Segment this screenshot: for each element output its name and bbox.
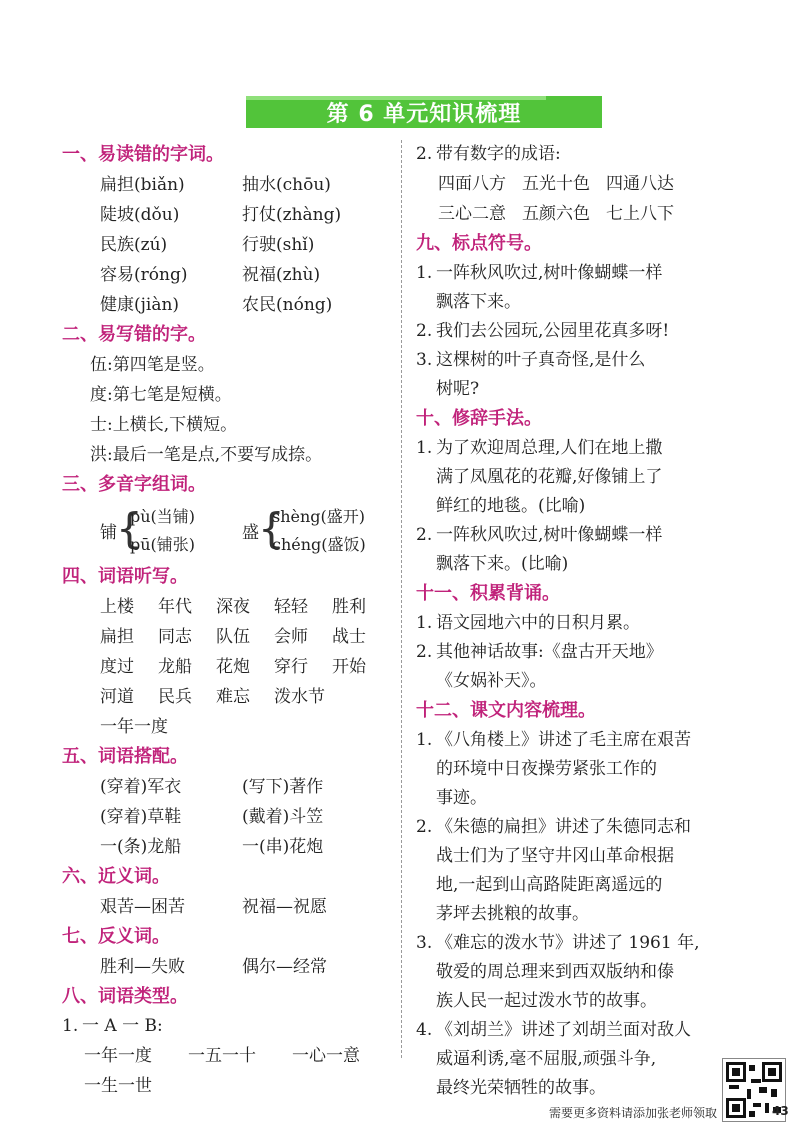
list-item-continued: 满了凤凰花的花瓣,好像铺上了 — [436, 467, 663, 487]
brace-icon: { — [116, 504, 143, 553]
section-heading: 六、近义词。 — [62, 866, 170, 887]
list-item: 四面八方 五光十色 四通八达 — [438, 174, 674, 194]
list-item: 容易(róng) 祝福(zhù) — [100, 265, 321, 285]
list-item: 1. 为了欢迎周总理,人们在地上撒 — [416, 438, 663, 458]
section-heading: 二、易写错的字。 — [62, 324, 206, 345]
section-heading: 十二、课文内容梳理。 — [416, 700, 596, 721]
page-title: 第 6 单元知识梳理 — [326, 101, 522, 127]
list-item: 一(条)龙船 一(串)花炮 — [100, 837, 324, 857]
section-heading: 一、易读错的字词。 — [62, 144, 224, 165]
polyphone-reading: pū(铺张) — [130, 535, 196, 554]
list-item: 一年一度 一五一十 一心一意 — [84, 1046, 360, 1066]
list-item: 士:上横长,下横短。 — [90, 415, 238, 435]
list-item: 一生一世 — [84, 1076, 152, 1096]
list-item: 河道 民兵 难忘 泼水节 — [100, 687, 325, 707]
polyphone-reading: shèng(盛开) — [272, 507, 366, 526]
list-item-continued: 飘落下来。(比喻) — [436, 554, 569, 574]
list-item-continued: 树呢? — [436, 379, 480, 399]
section-heading: 八、词语类型。 — [62, 986, 188, 1007]
list-item: 1. 一 A 一 B: — [62, 1016, 163, 1036]
list-item-continued: 《女娲补天》。 — [436, 671, 547, 691]
list-item: 扁担 同志 队伍 会师 战士 — [100, 627, 366, 647]
section-heading: 十、修辞手法。 — [416, 408, 542, 429]
list-item-continued: 的环境中日夜操劳紧张工作的 — [436, 759, 657, 779]
list-item: 2. 其他神话故事:《盘古开天地》 — [416, 642, 663, 662]
section-heading: 三、多音字组词。 — [62, 474, 206, 495]
list-item: 三心二意 五颜六色 七上八下 — [438, 204, 674, 224]
list-item: 1. 一阵秋风吹过,树叶像蝴蝶一样 — [416, 263, 663, 283]
list-item: (穿着)草鞋 (戴着)斗笠 — [100, 807, 324, 827]
polyphone-group — [62, 500, 392, 562]
list-item: 陡坡(dǒu) 打仗(zhàng) — [100, 205, 342, 225]
polyphone-char: 盛 — [242, 523, 259, 543]
list-item: 伍:第四笔是竖。 — [90, 355, 215, 375]
section-heading: 十一、积累背诵。 — [416, 583, 560, 604]
list-item-continued: 事迹。 — [436, 788, 487, 808]
right-column — [416, 140, 746, 1103]
section-heading: 七、反义词。 — [62, 926, 170, 947]
polyphone-reading: pù(当铺) — [130, 507, 196, 526]
list-item: 艰苦—困苦 祝福—祝愿 — [100, 897, 327, 917]
left-column — [62, 140, 392, 1101]
section-heading: 五、词语搭配。 — [62, 746, 188, 767]
list-item: 2. 带有数字的成语: — [416, 144, 561, 164]
brace-icon: { — [258, 504, 285, 553]
list-item-continued: 战士们为了坚守井冈山革命根据 — [436, 846, 674, 866]
list-item: 2. 《朱德的扁担》讲述了朱德同志和 — [416, 817, 691, 837]
list-item: 2. 一阵秋风吹过,树叶像蝴蝶一样 — [416, 525, 663, 545]
page-title-bar — [246, 96, 602, 128]
list-item: 上楼 年代 深夜 轻轻 胜利 — [100, 597, 366, 617]
list-item: 胜利—失败 偶尔—经常 — [100, 957, 327, 977]
list-item: 1. 《八角楼上》讲述了毛主席在艰苦 — [416, 730, 691, 750]
list-item: 健康(jiàn) 农民(nóng) — [100, 295, 333, 315]
list-item-continued: 鲜红的地毯。(比喻) — [436, 496, 586, 516]
list-item: 1. 语文园地六中的日积月累。 — [416, 613, 640, 633]
page-number: 43 — [772, 1104, 789, 1118]
list-item: 2. 我们去公园玩,公园里花真多呀! — [416, 321, 670, 341]
list-item-continued: 最终光荣牺牲的故事。 — [436, 1078, 606, 1098]
list-item-continued: 敬爱的周总理来到西双版纳和傣 — [436, 962, 674, 982]
list-item: 一年一度 — [100, 717, 168, 737]
list-item-continued: 族人民一起过泼水节的故事。 — [436, 991, 657, 1011]
list-item: 3. 《难忘的泼水节》讲述了 1961 年, — [416, 933, 700, 953]
list-item: 度:第七笔是短横。 — [90, 385, 232, 405]
list-item-continued: 地,一起到山高路陡距离遥远的 — [436, 875, 663, 895]
section-heading: 九、标点符号。 — [416, 233, 542, 254]
list-item: 4. 《刘胡兰》讲述了刘胡兰面对敌人 — [416, 1020, 691, 1040]
list-item: 度过 龙船 花炮 穿行 开始 — [100, 657, 366, 677]
list-item: 民族(zú) 行驶(shǐ) — [100, 235, 315, 255]
list-item: 3. 这棵树的叶子真奇怪,是什么 — [416, 350, 646, 370]
list-item: 洪:最后一笔是点,不要写成捺。 — [90, 445, 323, 465]
list-item-continued: 威逼利诱,毫不屈服,顽强斗争, — [436, 1049, 657, 1069]
list-item-continued: 飘落下来。 — [436, 292, 521, 312]
title-highlight-stripe — [246, 96, 546, 100]
footer-note: 需要更多资料请添加张老师领取 — [549, 1106, 718, 1120]
section-heading: 四、词语听写。 — [62, 566, 188, 587]
polyphone-char: 铺 — [100, 523, 117, 543]
list-item-continued: 茅坪去挑粮的故事。 — [436, 904, 589, 924]
list-item: (穿着)军衣 (写下)著作 — [100, 777, 324, 797]
list-item: 扁担(biǎn) 抽水(chōu) — [100, 175, 331, 195]
polyphone-reading: chéng(盛饭) — [272, 535, 366, 554]
column-divider — [401, 140, 402, 1058]
